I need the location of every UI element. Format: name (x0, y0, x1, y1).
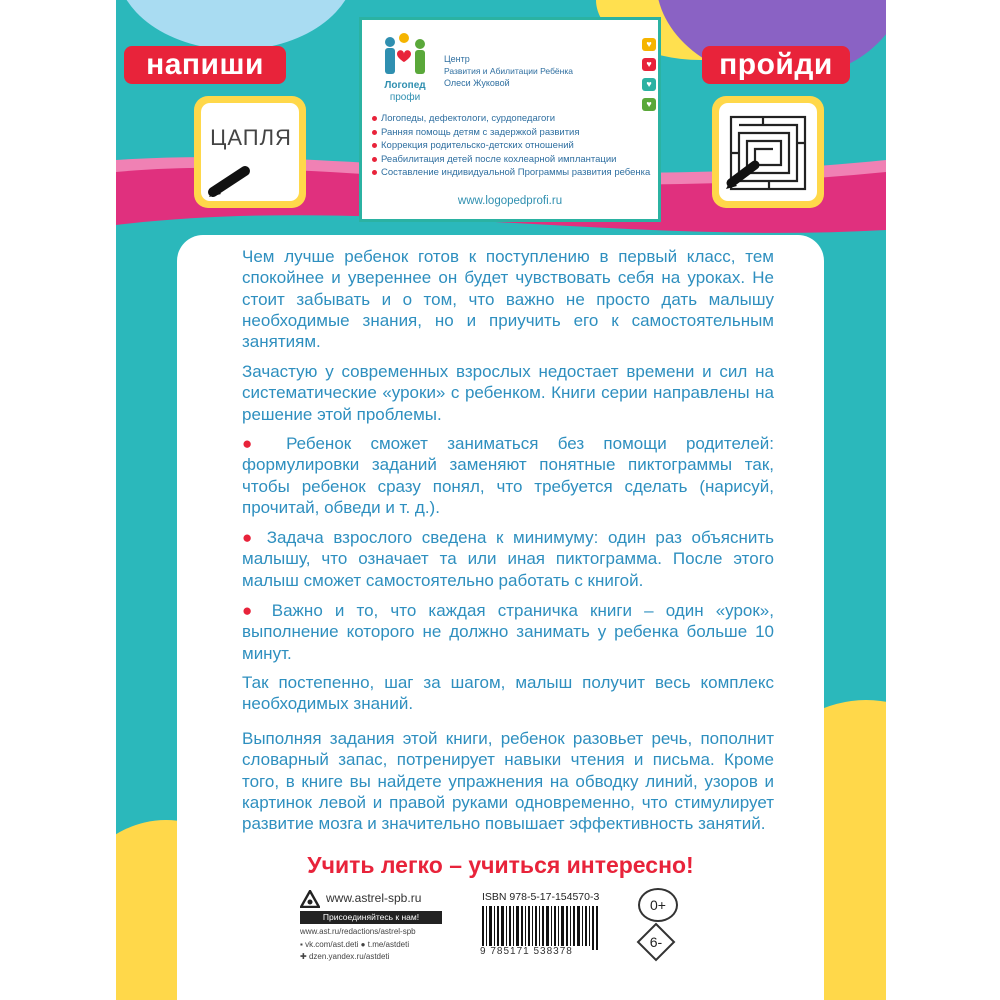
dzen-link[interactable]: dzen.yandex.ru/astdeti (308, 952, 390, 961)
red-bullet-icon: ● (242, 601, 272, 620)
write-example-frame (194, 96, 306, 208)
bullet-paragraph-1 (242, 433, 774, 518)
paragraph-3 (242, 433, 774, 518)
heart-icon: ♥ (642, 58, 656, 71)
list-item: Коррекция родительско-детских отношений (372, 139, 652, 153)
logo-title: Логопед (384, 80, 426, 91)
publisher-logo-icon (300, 890, 320, 908)
services-list (372, 112, 652, 180)
heart-icon: ♥ (642, 38, 656, 51)
paragraph-1: Чем лучше ребенок готов к поступлению в первый класс, тем спокойнее и увереннее он будет чувствовать себя на уроках. Не стоит забывать и о том, что важно не просто дать малышу необходимые знания, но и приучить его к самостоятельным занятиям. (242, 247, 774, 352)
red-bullet-icon: ● (242, 434, 287, 453)
center-title: Центр (444, 54, 470, 64)
paragraph-4-text: Задача взрослого сведена к минимуму: один раз объяснить малышу, что означает та или иная пиктограмма. После этого малыш сможет самостоятельно работать с книгой. (242, 528, 774, 590)
list-item: Реабилитация детей после кохлеарной имплантации (372, 153, 652, 167)
pencil-icon (205, 159, 255, 199)
age-recommendation: 6- (649, 934, 663, 950)
bullet-paragraph-3 (242, 600, 774, 664)
paragraph-5-text: Важно и то, что каждая страничка книги – один «урок», выполнение которого не должно занимать у ребенка больше 10 минут. (242, 601, 774, 663)
join-us-banner: Присоединяйтесь к нам! (300, 911, 442, 924)
paragraph-4 (242, 527, 774, 591)
maze-icon (719, 103, 817, 201)
go-through-label: пройди (702, 46, 850, 84)
center-website: www.logopedprofi.ru (457, 195, 563, 207)
center-subtitle: Развития и Абилитации Ребёнка (444, 66, 573, 76)
heart-icon: ♥ (642, 78, 656, 91)
age-rating-badge: 0+ (638, 888, 678, 922)
slogan: Учить легко – учиться интересно! (307, 852, 694, 878)
redaction-link[interactable]: www.ast.ru/redactions/astrel-spb (300, 927, 416, 936)
heart-icon: ♥ (642, 98, 656, 111)
vk-icon: ▪ (300, 940, 303, 949)
paragraph-5 (242, 600, 774, 664)
list-item: Ранняя помощь детям с задержкой развития (372, 126, 652, 140)
word-heron: ЦАПЛЯ (210, 125, 292, 150)
list-item: Составление индивидуальной Программы развития ребенка (372, 166, 652, 180)
telegram-icon: ● (360, 940, 366, 949)
dzen-icon: ✚ (300, 952, 307, 961)
bullet-paragraph-2 (242, 527, 774, 591)
speech-center-ad-card (359, 17, 661, 222)
logo-family-icon (376, 32, 436, 78)
maze-example-frame (712, 96, 824, 208)
center-owner: Олеси Жуковой (444, 78, 510, 88)
isbn-text: ISBN 978-5-17-154570-3 (482, 891, 600, 903)
logo-subtitle: профи (389, 92, 421, 103)
publisher-website[interactable]: www.astrel-spb.ru (326, 891, 422, 905)
social-links (300, 940, 409, 949)
red-bullet-icon: ● (242, 528, 267, 547)
write-label: напиши (124, 46, 286, 84)
barcode-digits: 9 785171 538378 (480, 946, 573, 957)
telegram-link[interactable]: t.me/astdeti (367, 940, 410, 949)
list-item: Логопеды, дефектологи, сурдопедагоги (372, 112, 652, 126)
paragraph-6: Так постепенно, шаг за шагом, малыш получит весь комплекс необходимых знаний. (242, 673, 774, 714)
dzen-row (300, 952, 389, 961)
vk-link[interactable]: vk.com/ast.deti (305, 940, 359, 949)
paragraph-3-text: Ребенок сможет заниматься без помощи родителей: формулировки заданий заменяют понятные пиктограммы так, чтобы ребенок сразу понял, что требуется сделать (нарисуй, прочитай, обведи и т. д.). (242, 434, 774, 517)
blue-circle-shape (116, 0, 356, 50)
paragraph-7: Выполняя задания этой книги, ребенок разовьет речь, пополнит словарный запас, потренирует навыки чтения и письма. Кроме того, в книге вы найдете упражнения на обводку линий, узоров и картинок левой и правой руками одновременно, что стимулирует развитие мозга и значительно повышает эффективность занятий. (242, 729, 774, 834)
paragraph-2: Зачастую у современных взрослых недостает времени и сил на систематические «уроки» с ребенком. Книги серии направлены на решение этой проблемы. (242, 362, 774, 424)
